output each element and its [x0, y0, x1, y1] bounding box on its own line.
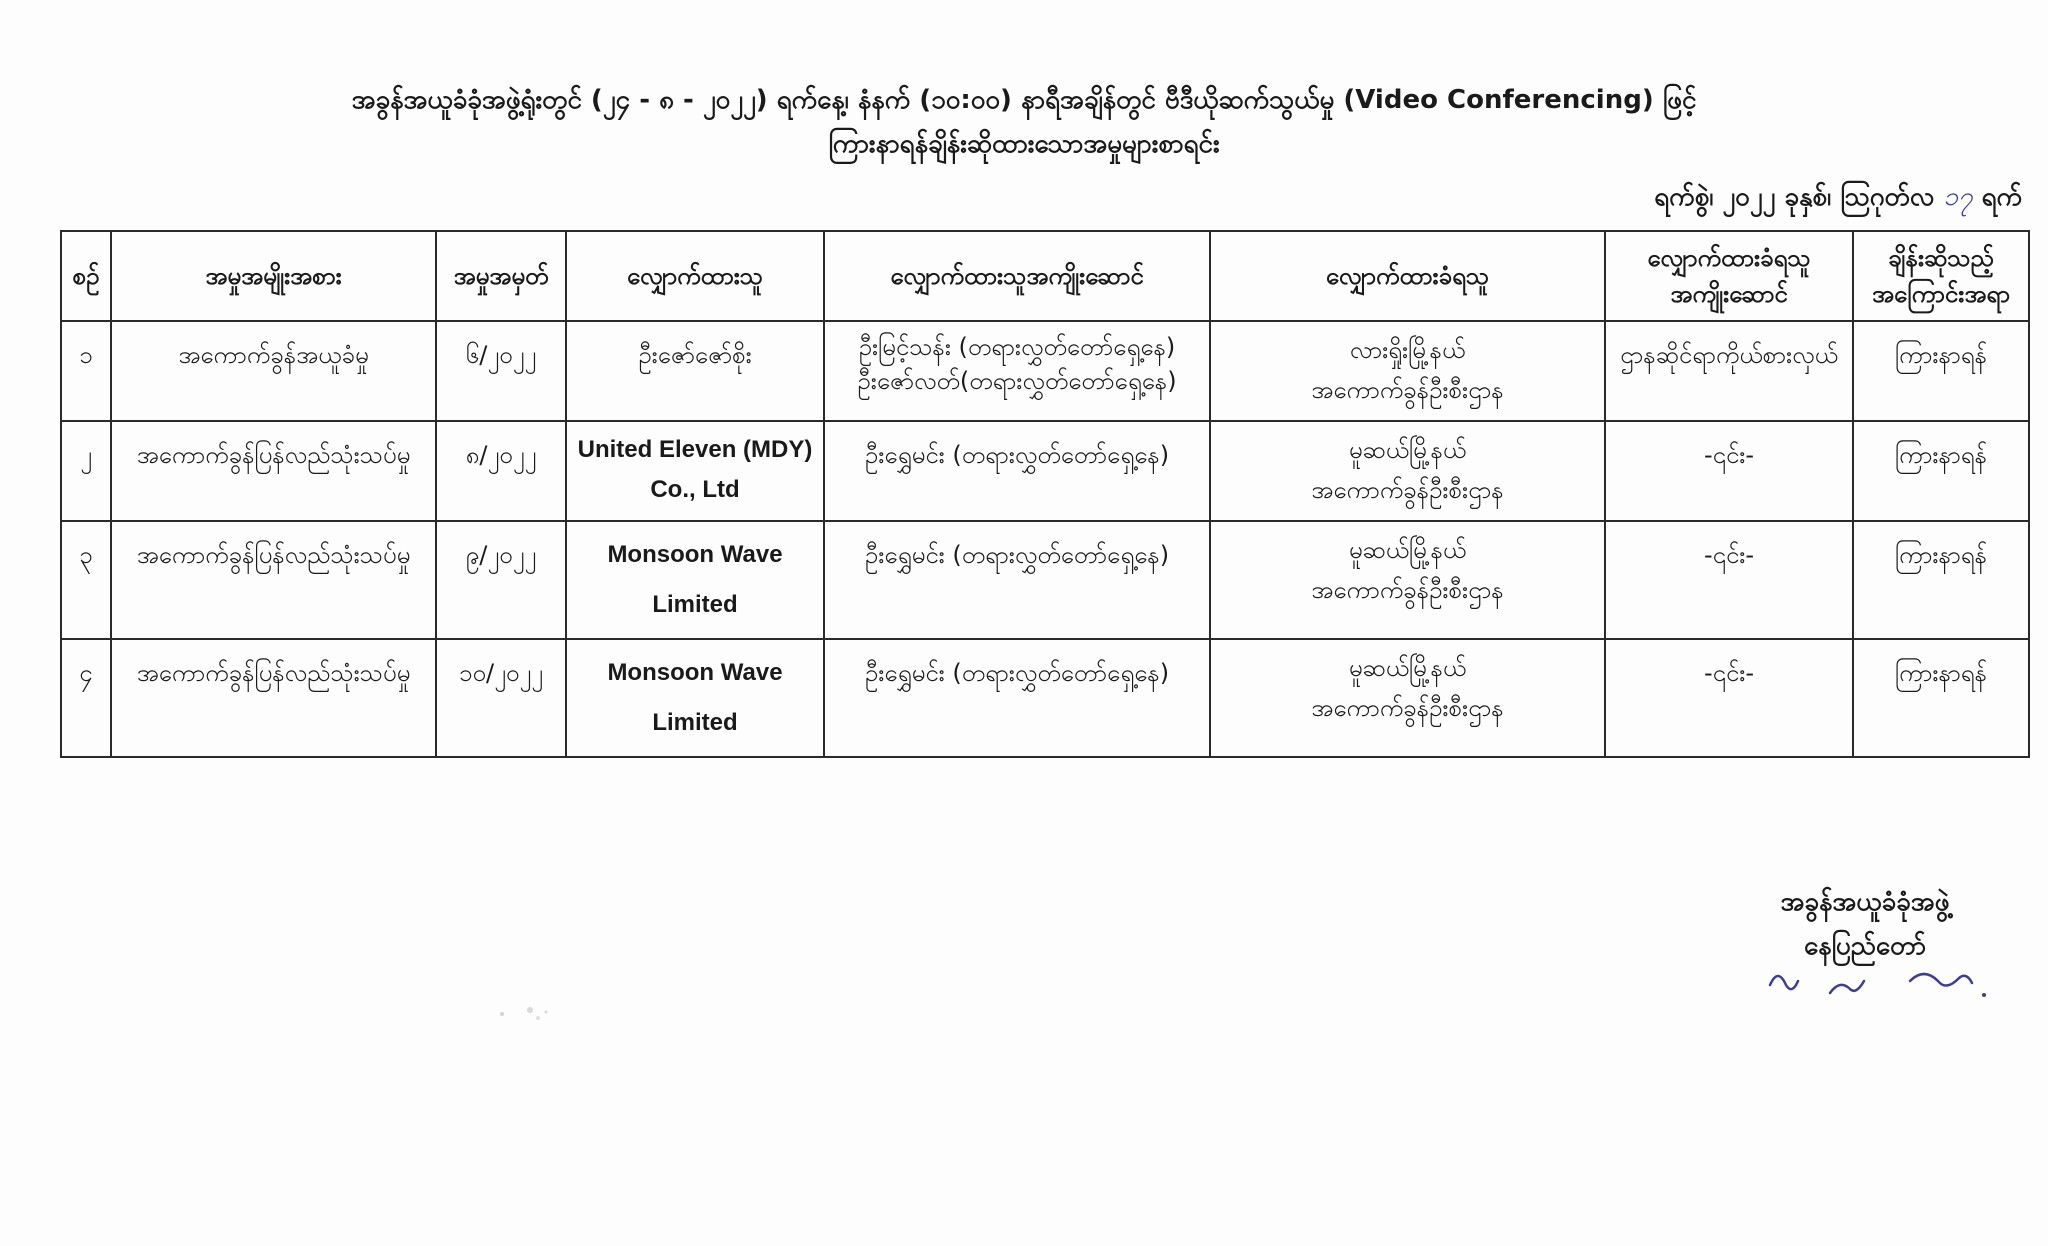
cell-applicant: Monsoon Wave Limited [566, 521, 824, 639]
col-header-applicant: လျှောက်ထားသူ [566, 231, 824, 321]
table-row [61, 321, 2029, 421]
cell-purpose: ကြားနာရန် [1853, 521, 2029, 639]
cell-applicant-rep: ဦးရွှေမင်း (တရားလွှတ်တော်ရှေ့နေ) [824, 521, 1210, 639]
col-header-purpose: ချိန်းဆိုသည့် အကြောင်းအရာ [1853, 231, 2029, 321]
applicant-rep-line: ဦးမြင့်သန်း (တရားလွှတ်တော်ရှေ့နေ) [858, 333, 1176, 361]
applicant-line: Co., Ltd [650, 476, 740, 503]
respondent-line: မူဆယ်မြို့နယ် [1348, 436, 1467, 464]
cell-respondent-rep: ဌာနဆိုင်ရာကိုယ်စားလှယ် [1605, 321, 1853, 421]
col-header-case-type: အမှုအမျိုးအစား [111, 231, 436, 321]
table-row [61, 639, 2029, 757]
cell-purpose: ကြားနာရန် [1853, 639, 2029, 757]
cell-no: ၁ [61, 321, 111, 421]
cell-applicant-rep [824, 321, 1210, 421]
cell-respondent-rep: -၎င်း- [1605, 421, 1853, 521]
col-header-applicant-rep: လျှောက်ထားသူအကျိုးဆောင် [824, 231, 1210, 321]
applicant-line: United Eleven (MDY) [577, 436, 813, 463]
cell-applicant: ဦးဇော်ဇော်စိုး [566, 321, 824, 421]
cell-case-type: အကောက်ခွန်ပြန်လည်သုံးသပ်မှု [111, 521, 436, 639]
col-header-respondent-rep: လျှောက်ထားခံရသူ အကျိုးဆောင် [1605, 231, 1853, 321]
col-header-no: စဉ် [61, 231, 111, 321]
cell-respondent-rep: -၎င်း- [1605, 639, 1853, 757]
cell-purpose: ကြားနာရန် [1853, 421, 2029, 521]
document-title-line2: ကြားနာရန်ချိန်းဆိုထားသောအမှုများစာရင်း [828, 129, 1220, 159]
cell-case-type: အကောက်ခွန်အယူခံမှု [111, 321, 436, 421]
respondent-line: မူဆယ်မြို့နယ် [1348, 536, 1467, 564]
document-date [1654, 175, 2022, 219]
cell-applicant-rep: ဦးရွှေမင်း (တရားလွှတ်တော်ရှေ့နေ) [824, 639, 1210, 757]
cell-respondent [1210, 639, 1605, 757]
cell-purpose: ကြားနာရန် [1853, 321, 2029, 421]
case-schedule-table [60, 230, 2030, 758]
cell-case-no: ၁၀/၂၀၂၂ [436, 639, 566, 757]
respondent-line: လားရှိုးမြို့နယ် [1349, 336, 1466, 364]
cell-respondent [1210, 321, 1605, 421]
cell-case-type: အကောက်ခွန်ပြန်လည်သုံးသပ်မှု [111, 639, 436, 757]
issuer-name: အခွန်အယူခံခုံအဖွဲ့ [1780, 887, 1950, 917]
cell-respondent [1210, 421, 1605, 521]
cell-applicant-rep: ဦးရွှေမင်း (တရားလွှတ်တော်ရှေ့နေ) [824, 421, 1210, 521]
cell-respondent [1210, 521, 1605, 639]
date-day-handwritten: ၁၇ [1943, 182, 1973, 212]
scan-smudge [490, 1000, 560, 1030]
respondent-line: အကောက်ခွန်ဦးစီးဌာန [1311, 694, 1504, 722]
cell-no: ၃ [61, 521, 111, 639]
cell-applicant [566, 421, 824, 521]
table-header-row [61, 231, 2029, 321]
cell-no: ၂ [61, 421, 111, 521]
cell-applicant: Monsoon Wave Limited [566, 639, 824, 757]
col-header-case-no: အမှုအမှတ် [436, 231, 566, 321]
date-prefix: ရက်စွဲ၊ ၂၀၂၂ ခုနှစ်၊ ဩဂုတ်လ [1654, 182, 1935, 212]
table-row [61, 521, 2029, 639]
date-suffix: ရက် [1981, 182, 2022, 212]
cell-case-no: ၈/၂၀၂၂ [436, 421, 566, 521]
cell-no: ၄ [61, 639, 111, 757]
cell-respondent-rep: -၎င်း- [1605, 521, 1853, 639]
signature-mark [1760, 955, 2000, 1005]
cell-case-type: အကောက်ခွန်ပြန်လည်သုံးသပ်မှု [111, 421, 436, 521]
respondent-line: အကောက်ခွန်ဦးစီးဌာန [1311, 476, 1504, 504]
applicant-rep-line: ဦးဇော်လတ်(တရားလွှတ်တော်ရှေ့နေ) [857, 367, 1177, 395]
table-row [61, 421, 2029, 521]
cell-case-no: ၆/၂၀၂၂ [436, 321, 566, 421]
issuer-location: နေပြည်တော် [1803, 931, 1927, 961]
respondent-line: အကောက်ခွန်ဦးစီးဌာန [1311, 376, 1504, 404]
col-header-respondent: လျှောက်ထားခံရသူ [1210, 231, 1605, 321]
respondent-line: မူဆယ်မြို့နယ် [1348, 654, 1467, 682]
document-title-line1: အခွန်အယူခံခုံအဖွဲ့ရုံးတွင် (၂၄ - ၈ - ၂၀၂၂) ရက်နေ့၊ နံနက် (၁၀:၀၀) နာရီအချိန်တွင် ဗီဒီယိုဆက်သွယ်မှု (Video Conferencing) ဖြင့် [351, 85, 1697, 115]
cell-case-no: ၉/၂၀၂၂ [436, 521, 566, 639]
respondent-line: အကောက်ခွန်ဦးစီးဌာန [1311, 576, 1504, 604]
